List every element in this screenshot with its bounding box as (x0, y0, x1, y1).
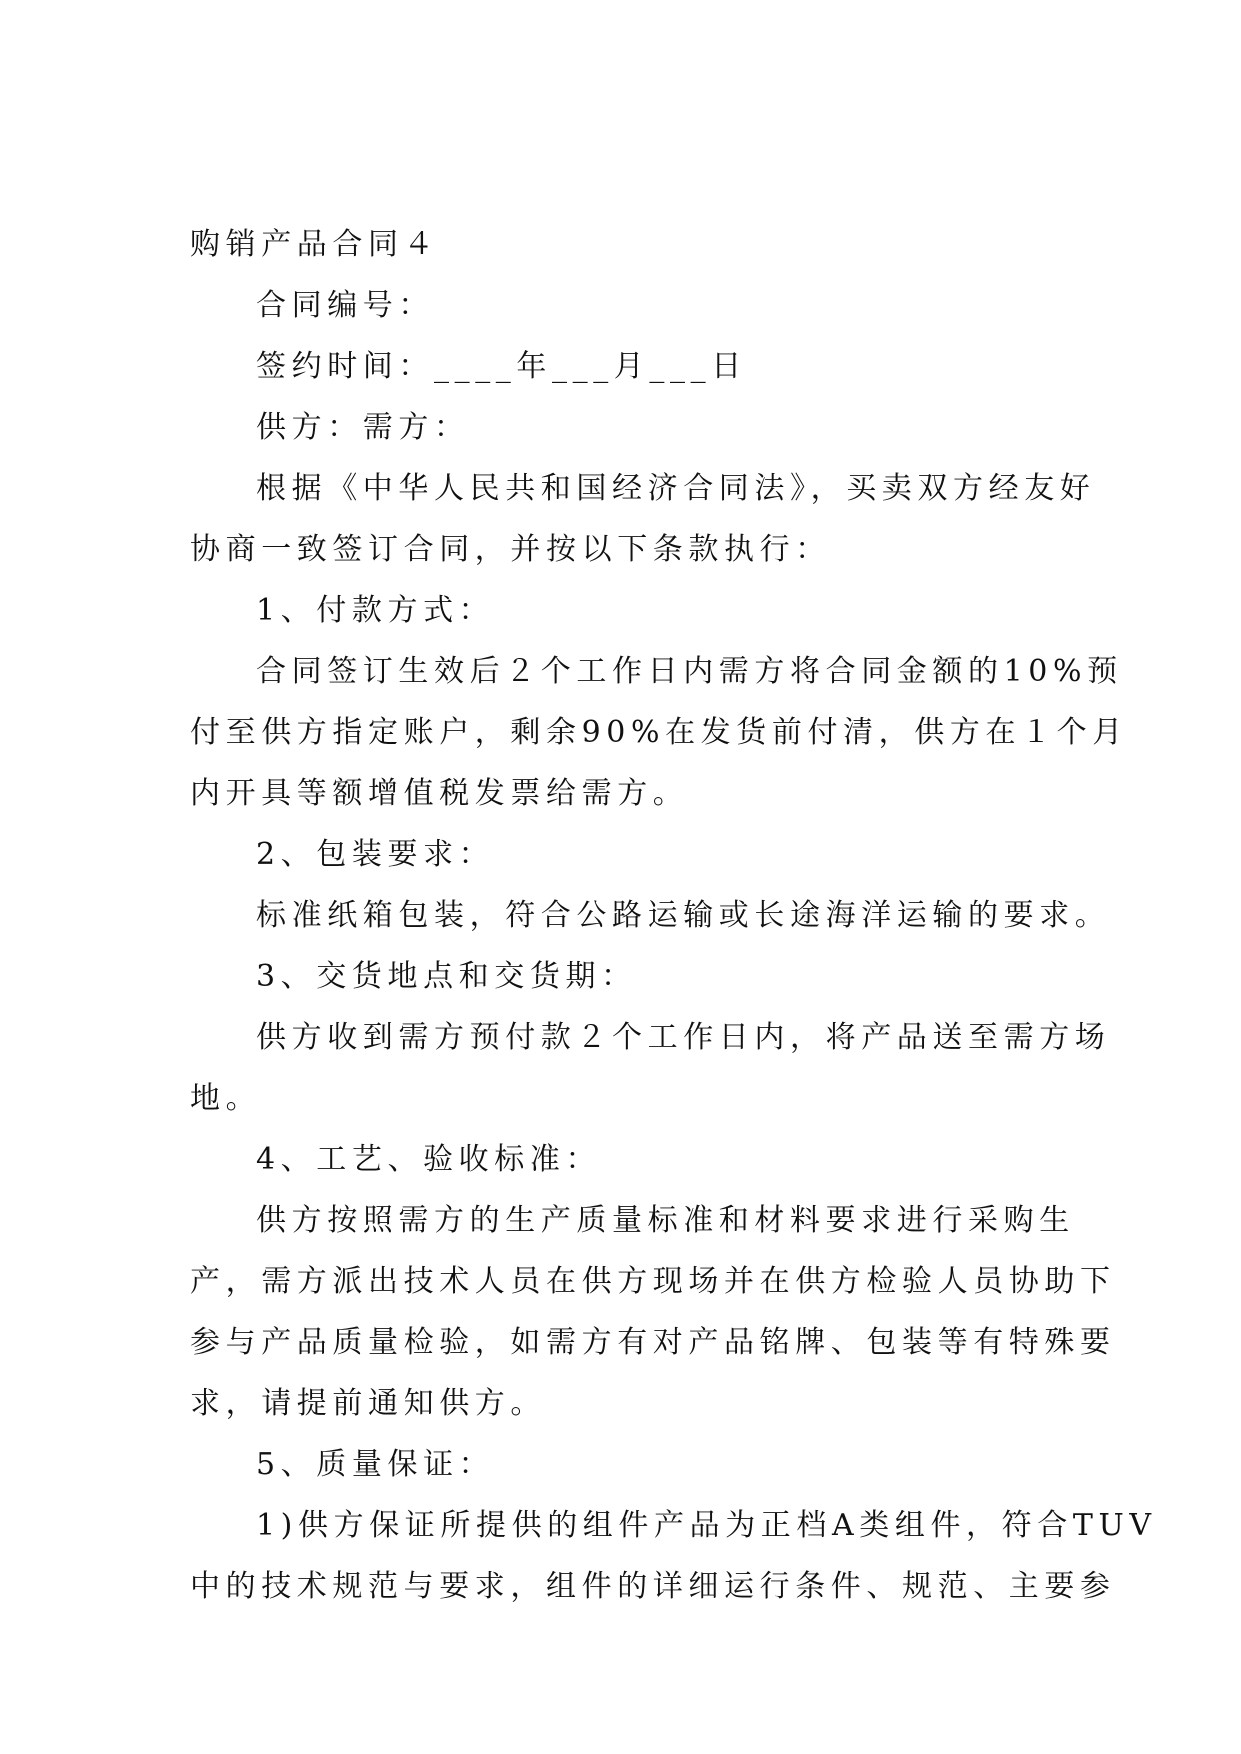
paragraph-line: 产，需方派出技术人员在供方现场并在供方检验人员协助下 (190, 1264, 1116, 1299)
paragraph-line: 参与产品质量检验，如需方有对产品铭牌、包装等有特殊要 (190, 1325, 1116, 1360)
section-heading-packaging: 2、包装要求： (256, 837, 495, 872)
paragraph-line: 1)供方保证所提供的组件产品为正档A类组件，符合TUV (256, 1508, 1157, 1543)
intro-line: 协商一致签订合同，并按以下条款执行： (190, 532, 831, 567)
paragraph-line: 求，请提前通知供方。 (190, 1386, 546, 1421)
section-heading-payment: 1、付款方式： (256, 593, 495, 628)
contract-number-label: 合同编号： (256, 288, 434, 323)
paragraph-line: 付至供方指定账户，剩余90%在发货前付清，供方在１个月 (190, 715, 1128, 750)
paragraph-line: 供方按照需方的生产质量标准和材料要求进行采购生 (256, 1203, 1075, 1238)
paragraph-line: 中的技术规范与要求，组件的详细运行条件、规范、主要参 (190, 1569, 1116, 1604)
paragraph-line: 内开具等额增值税发票给需方。 (190, 776, 689, 811)
document-body (190, 214, 1157, 1617)
paragraph-line: 标准纸箱包装，符合公路运输或长途海洋运输的要求。 (256, 898, 1111, 933)
intro-line: 根据《中华人民共和国经济合同法》，买卖双方经友好 (256, 471, 1096, 506)
section-heading-delivery: 3、交货地点和交货期： (256, 959, 637, 994)
paragraph-line: 合同签订生效后２个工作日内需方将合同金额的10%预 (256, 654, 1123, 689)
signing-time: 签约时间：____年___月___日 (256, 349, 747, 384)
document-title: 购销产品合同４ (190, 227, 440, 262)
section-heading-quality: 5、质量保证： (256, 1447, 495, 1482)
parties-line: 供方：需方： (256, 410, 470, 445)
paragraph-line: 地。 (190, 1081, 262, 1116)
section-heading-acceptance: 4、工艺、验收标准： (256, 1142, 602, 1177)
paragraph-line: 供方收到需方预付款２个工作日内，将产品送至需方场 (256, 1020, 1111, 1055)
